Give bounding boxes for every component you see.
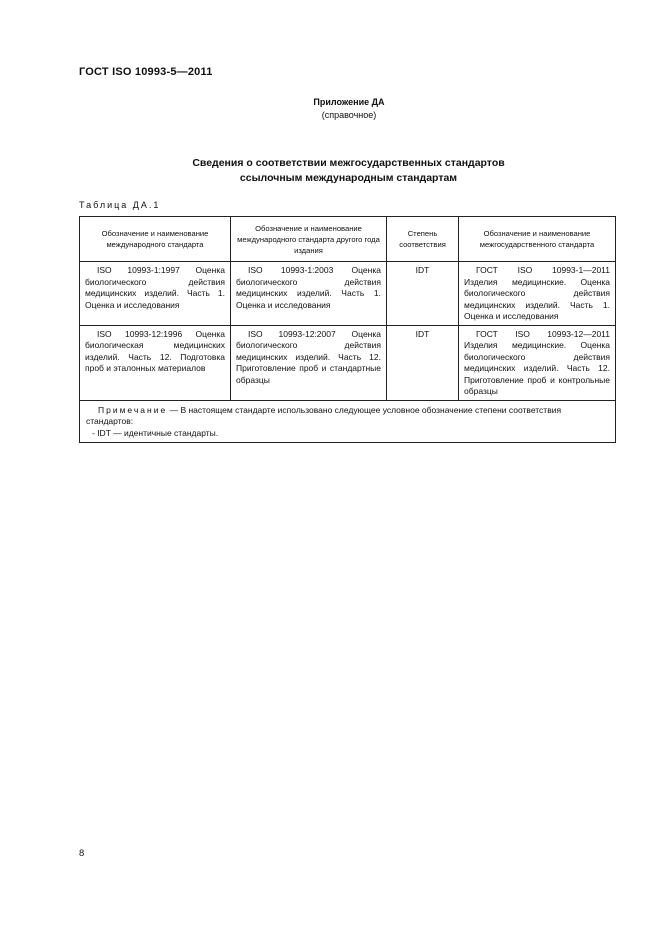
note-item: - IDT — идентичные стандарты. — [92, 427, 219, 438]
header-interstate-standard: Обозначение и наименование межгосударственного стандарта — [459, 217, 616, 262]
appendix-block — [0, 96, 661, 122]
document-header: ГОСТ ISO 10993-5—2011 — [79, 66, 213, 78]
header-international-standard-other-year: Обозначение и наименование международного стандарта другого года издания — [231, 217, 387, 262]
table-cell: ISO 10993-12:1996 Оценка биологическая медицинских изделий. Часть 12. Подготовка проб и эталонных материалов — [80, 325, 231, 400]
table-note — [80, 400, 616, 443]
table-cell: ISO 10993-1:1997 Оценка биологического действия медицинских изделий. Часть 1. Оценка и исследования — [80, 262, 231, 326]
table-cell: ISO 10993-12:2007 Оценка биологического действия медицинских изделий. Часть 12. Приготовление проб и стандартные образцы — [231, 325, 387, 400]
header-degree-of-correspondence: Степень соответствия — [387, 217, 459, 262]
section-title-line-2: ссылочным международным стандартам — [239, 172, 458, 184]
table-note-row — [80, 400, 616, 443]
table-row — [80, 325, 616, 400]
table-cell: IDT — [387, 262, 459, 326]
table-cell: IDT — [387, 325, 459, 400]
section-title — [0, 156, 661, 186]
page-number: 8 — [79, 848, 85, 859]
section-title-line-1: Сведения о соответствии межгосударственных стандартов — [192, 157, 505, 169]
table-row — [80, 262, 616, 326]
appendix-title: Приложение ДА — [313, 97, 385, 107]
table-cell: ГОСТ ISO 10993-1—2011 Изделия медицинские. Оценка биологического действия медицинских изделий. Часть 1. Оценка и исследования — [459, 262, 616, 326]
note-label: Примечание — [98, 404, 168, 415]
correspondence-table — [79, 216, 616, 443]
header-international-standard: Обозначение и наименование международного стандарта — [80, 217, 231, 262]
table-cell: ГОСТ ISO 10993-12—2011 Изделия медицинские. Оценка биологического действия медицинских изделий. Часть 12. Приготовление проб и контрольные образцы — [459, 325, 616, 400]
table-header-row — [80, 217, 616, 262]
note-paragraph — [86, 405, 609, 428]
table-caption: Таблица ДА.1 — [79, 200, 161, 210]
note-text: — В настоящем стандарте использовано следующее условное обозначение степени соответствия стандартов: — [86, 404, 562, 426]
table-cell: ISO 10993-1:2003 Оценка биологического действия медицинских изделий. Часть 1. Оценка и исследования — [231, 262, 387, 326]
appendix-subtitle: (справочное) — [321, 110, 377, 120]
